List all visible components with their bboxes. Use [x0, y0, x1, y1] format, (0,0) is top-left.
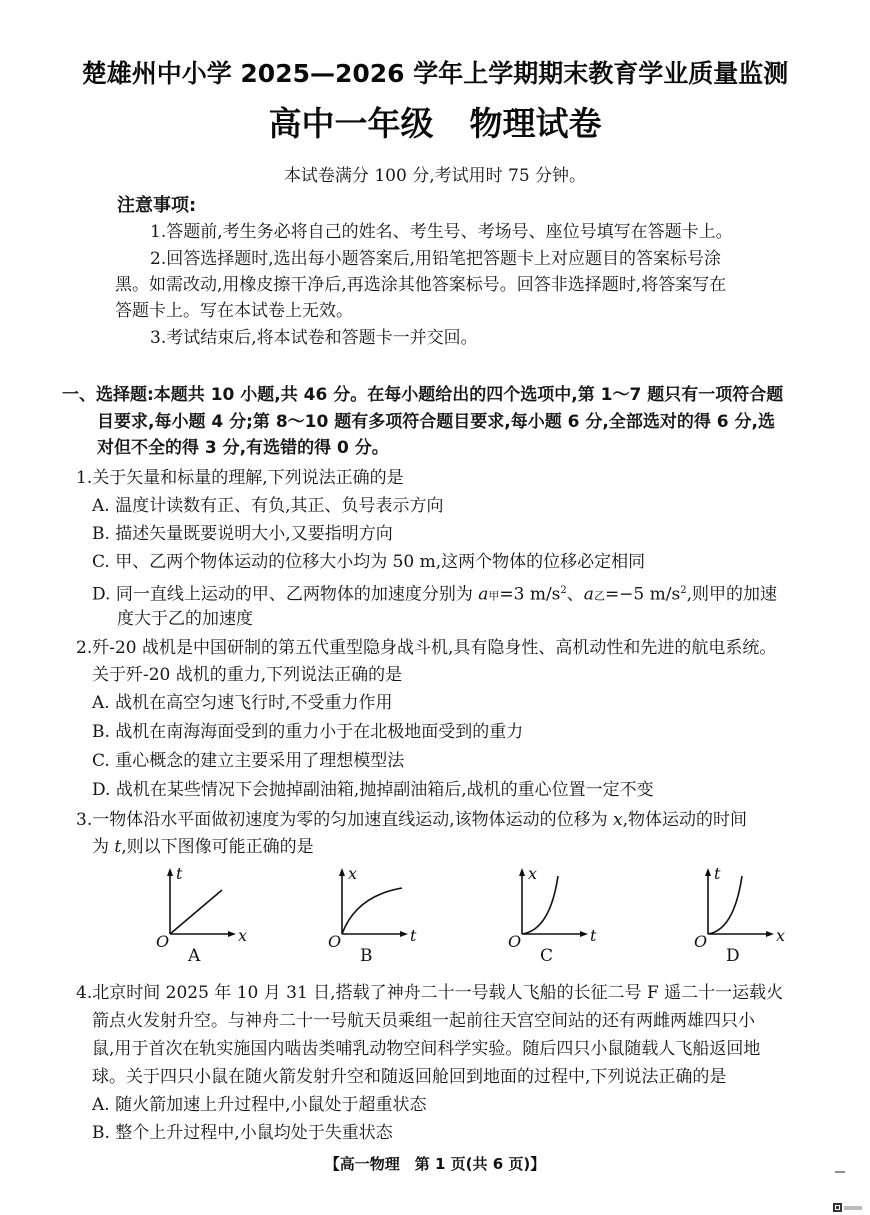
origin-label: O [328, 932, 342, 951]
x-axis-label: x [238, 926, 248, 945]
x-axis-label: t [590, 926, 597, 945]
note-line: 3.考试结束后,将本试卷和答题卡一并交回。 [150, 328, 478, 348]
option-d-continued: 度大于乙的加速度 [117, 609, 253, 629]
option-a: A. 温度计读数有正、有负,其正、负号表示方向 [92, 496, 444, 516]
page-mark [835, 1163, 845, 1177]
option-d: D. 同一直线上运动的甲、乙两物体的加速度分别为 a甲=3 $m/s^2$、a乙=−5 $m/s^2$,则甲的加速 [92, 584, 777, 605]
question-stem: 为 t,则以下图像可能正确的是 [92, 837, 314, 857]
note-line: 黑。如需改动,用橡皮擦干净后,再选涂其他答案标号。回答非选择题时,将答案写在 [115, 275, 727, 295]
y-axis-label: x [528, 864, 538, 883]
graph-b [322, 860, 432, 970]
graph-c-plot [502, 860, 612, 970]
section-instruction: 一、选择题:本题共 10 小题,共 46 分。在每小题给出的四个选项中,第 1～7 题只有一项符合题 [62, 385, 784, 405]
option-a: A. 战机在高空匀速飞行时,不受重力作用 [92, 693, 393, 713]
dash-icon [835, 1170, 845, 1174]
exam-title: 楚雄州中小学 2025—2026 学年上学期期末教育学业质量监测 [81, 59, 789, 88]
grade-label: 高中一年级 [268, 104, 434, 143]
option-b: B. 战机在南海海面受到的重力小于在北极地面受到的重力 [92, 722, 524, 742]
y-axis-arrow [167, 868, 173, 876]
graph-c [502, 860, 612, 970]
question-stem: 3.一物体沿水平面做初速度为零的匀加速直线运动,该物体运动的位移为 x,物体运动的时间 [76, 810, 748, 830]
y-axis-label: t [176, 864, 183, 883]
graph-d [688, 860, 798, 970]
y-axis-arrow [705, 868, 711, 876]
section-instruction: 目要求,每小题 4 分;第 8～10 题有多项符合题目要求,每小题 6 分,全部选对的得 6 分,选 [97, 412, 775, 432]
graph-curve [708, 876, 742, 934]
y-axis-label: t [714, 864, 721, 883]
x-axis-arrow [400, 931, 408, 937]
graph-curve [522, 876, 558, 934]
question-stem: 2.歼-20 战机是中国研制的第五代重型隐身战斗机,具有隐身性、高机动性和先进的航电系统。 [76, 638, 777, 658]
page-footer: 【高一物理 第 1 页(共 6 页)】 [324, 1155, 546, 1173]
graph-caption: A [188, 946, 201, 966]
section-instruction: 对但不全的得 3 分,有选错的得 0 分。 [97, 438, 389, 458]
graph-d-plot [688, 860, 798, 970]
y-axis-arrow [519, 868, 525, 876]
graph-curve [342, 888, 402, 934]
question-stem: 球。关于四只小鼠在随火箭发射升空和随返回舱回到地面的过程中,下列说法正确的是 [92, 1067, 727, 1087]
graph-a-plot [150, 860, 260, 970]
exam-info: 本试卷满分 100 分,考试用时 75 分钟。 [283, 166, 587, 186]
x-axis-arrow [580, 931, 588, 937]
watermark-icon [833, 1198, 863, 1208]
graph-b-plot [322, 860, 432, 970]
option-c: C. 重心概念的建立主要采用了理想模型法 [92, 751, 405, 771]
note-line: 答题卡上。写在本试卷上无效。 [115, 301, 353, 321]
graph-options [140, 860, 820, 970]
x-axis-label: x [776, 926, 786, 945]
note-line: 2.回答选择题时,选出每小题答案后,用铅笔把答题卡上对应题目的答案标号涂 [150, 249, 722, 269]
x-axis-arrow [228, 931, 236, 937]
origin-label: O [156, 932, 170, 951]
graph-curve [170, 890, 222, 934]
x-axis-arrow [766, 931, 774, 937]
option-d: D. 战机在某些情况下会抛掉副油箱,抛掉副油箱后,战机的重心位置一定不变 [92, 780, 654, 800]
graph-caption: C [540, 946, 554, 966]
subject-label: 物理试卷 [469, 104, 602, 143]
question-stem: 4.北京时间 2025 年 10 月 31 日,搭载了神舟二十一号载人飞船的长征二号 F 遥二十一运载火 [76, 983, 784, 1003]
question-stem: 鼠,用于首次在轨实施国内啮齿类哺乳动物空间科学实验。随后四只小鼠随载人飞船返回地 [92, 1039, 761, 1059]
y-axis-label: x [348, 864, 358, 883]
question-stem: 关于歼-20 战机的重力,下列说法正确的是 [92, 665, 403, 685]
x-axis-label: t [410, 926, 417, 945]
option-a: A. 随火箭加速上升过程中,小鼠处于超重状态 [92, 1095, 427, 1115]
origin-label: O [508, 932, 522, 951]
notes-heading: 注意事项: [117, 195, 197, 216]
qr-watermark-icon [833, 1203, 863, 1213]
exam-subtitle [0, 98, 870, 145]
graph-caption: B [360, 946, 373, 966]
option-b: B. 整个上升过程中,小鼠均处于失重状态 [92, 1123, 393, 1143]
option-b: B. 描述矢量既要说明大小,又要指明方向 [92, 524, 393, 544]
note-line: 1.答题前,考生务必将自己的姓名、考生号、考场号、座位号填写在答题卡上。 [150, 222, 733, 242]
origin-label: O [694, 932, 708, 951]
graph-caption: D [726, 946, 740, 966]
graph-a [150, 860, 260, 970]
y-axis-arrow [339, 868, 345, 876]
option-c: C. 甲、乙两个物体运动的位移大小均为 50 m,这两个物体的位移必定相同 [92, 552, 646, 572]
question-stem: 1.关于矢量和标量的理解,下列说法正确的是 [76, 468, 404, 488]
question-stem: 箭点火发射升空。与神舟二十一号航天员乘组一起前往天宫空间站的还有两雌两雄四只小 [92, 1011, 755, 1031]
